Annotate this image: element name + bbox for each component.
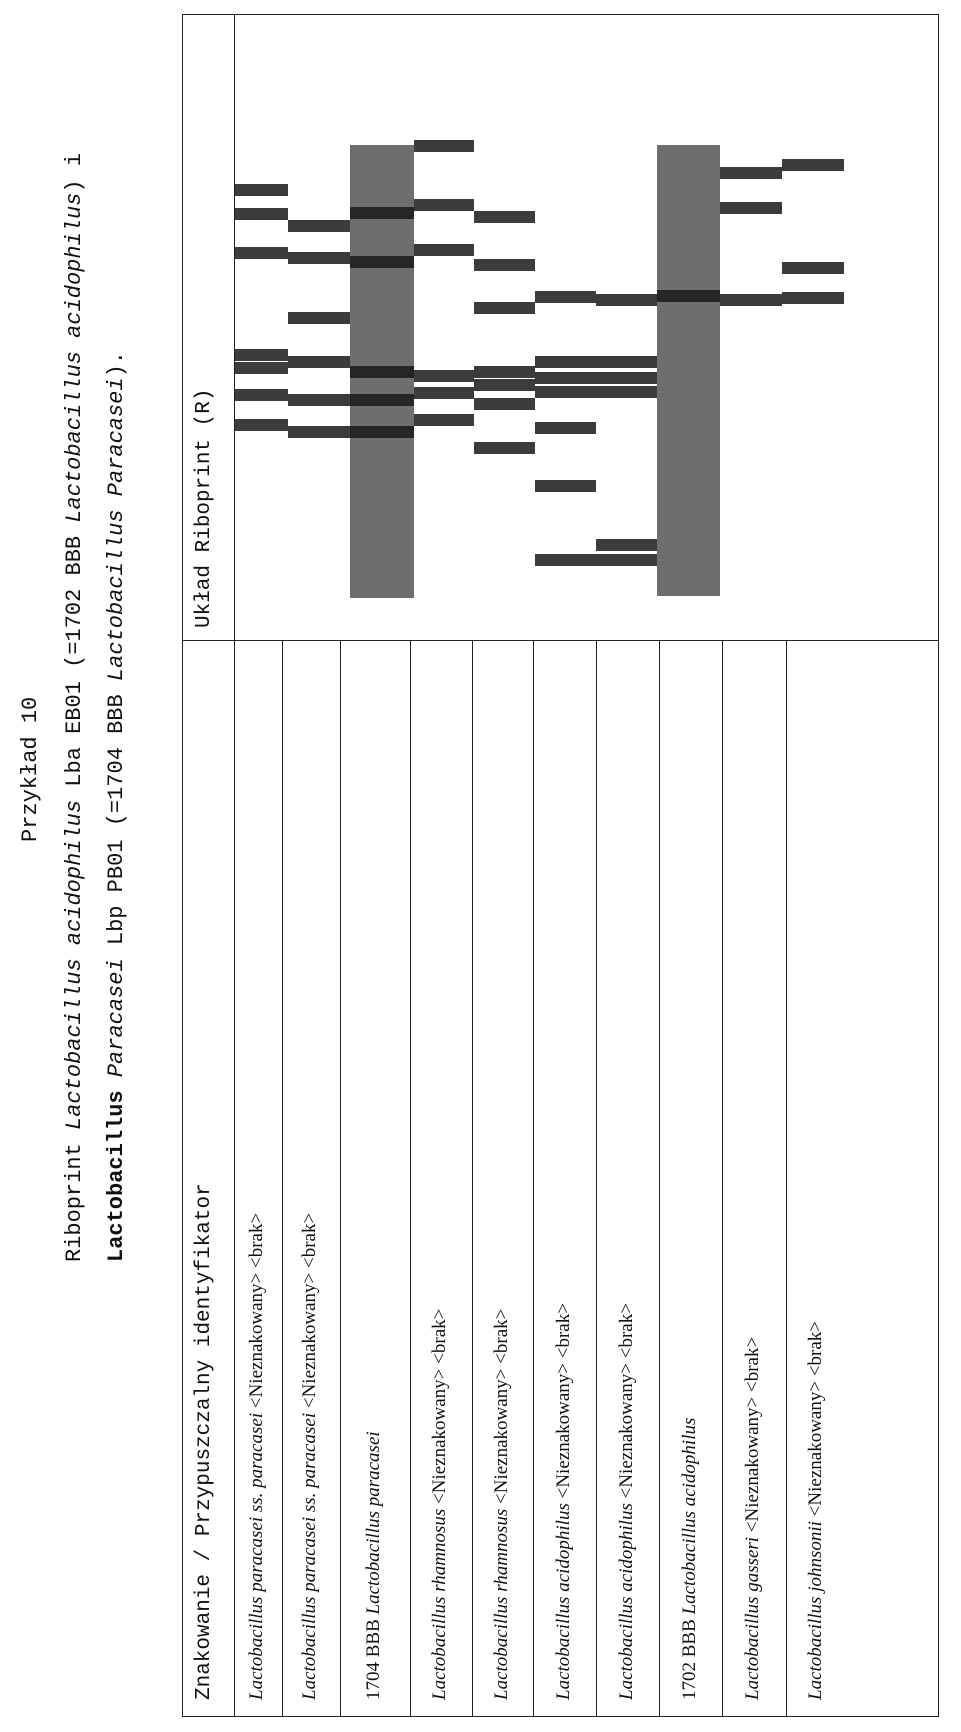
gel-band	[414, 387, 474, 399]
heading-line-1-part: ) i	[62, 152, 87, 193]
gel-band	[234, 349, 288, 361]
row-divider	[722, 640, 723, 1716]
gel-band	[414, 244, 474, 256]
heading-line-2-part: Paracasei	[104, 958, 129, 1091]
gel-band	[535, 422, 596, 434]
gel-band	[657, 290, 720, 302]
gel-band	[596, 386, 657, 398]
gel-band	[596, 539, 657, 551]
heading-line-1-part: Lactobacillus acidophilus	[62, 799, 87, 1130]
gel-band	[350, 256, 414, 268]
row-divider	[533, 640, 534, 1716]
gel-band	[350, 366, 414, 378]
gel-band	[234, 208, 288, 220]
heading-line-2-part: Lactobacillus	[104, 1090, 129, 1262]
gel-band	[234, 419, 288, 431]
gel-band	[596, 294, 657, 306]
riboprint-gel-image	[234, 15, 938, 704]
gel-band	[234, 362, 288, 374]
row-species: Lactobacillus paracasei ss. paracasei	[299, 1412, 320, 1700]
gel-band	[535, 372, 596, 384]
gel-band	[474, 379, 535, 391]
gel-band	[474, 442, 535, 454]
row-species: Lactobacillus paracasei	[363, 1431, 384, 1615]
table-row	[742, 1337, 764, 1700]
gel-band	[350, 207, 414, 219]
col2-header: Układ Riboprint (R)	[193, 388, 216, 628]
gel-lane-smear	[657, 145, 720, 596]
row-suffix: <Nieznakowany> <brak>	[490, 1308, 512, 1509]
row-species: Lactobacillus johnsonii	[805, 1521, 826, 1700]
table-row	[805, 1321, 827, 1700]
gel-band	[720, 294, 782, 306]
gel-band	[535, 356, 596, 368]
gel-band	[288, 356, 350, 368]
gel-band	[535, 291, 596, 303]
heading-line-2-part: Lactobacillus	[104, 509, 129, 682]
row-species: Lactobacillus acidophilus	[678, 1417, 700, 1615]
gel-band	[288, 252, 350, 264]
row-divider	[472, 640, 473, 1716]
gel-band	[474, 211, 535, 223]
row-divider	[410, 640, 411, 1716]
row-prefix: 1704 BBB	[363, 1614, 384, 1700]
gel-band	[414, 414, 474, 426]
row-species: Lactobacillus acidophilus	[552, 1503, 574, 1700]
gel-band	[474, 366, 535, 378]
row-divider	[659, 640, 660, 1716]
gel-band	[782, 159, 844, 171]
heading-line-1-part: Riboprint	[62, 1129, 87, 1262]
table-row	[491, 1309, 513, 1700]
example-label: Przykład 10	[18, 696, 43, 842]
row-divider	[282, 640, 283, 1716]
row-species: Lactobacillus paracasei ss. paracasei	[246, 1412, 267, 1700]
heading-line-2	[104, 351, 129, 1262]
gel-band	[596, 356, 657, 368]
row-suffix: <Nieznakowany> <brak>	[246, 1212, 267, 1413]
gel-band	[782, 262, 844, 274]
table-row	[246, 1213, 268, 1700]
gel-band	[474, 302, 535, 314]
table-row	[679, 1418, 701, 1700]
heading-line-2-part: Paracasei	[104, 377, 129, 510]
table-row	[299, 1213, 321, 1700]
gel-band	[414, 370, 474, 382]
gel-band	[350, 394, 414, 406]
col1-header: Znakowanie / Przypuszczalny identyfikator	[193, 1183, 216, 1700]
row-suffix: <Nieznakowany> <brak>	[805, 1320, 826, 1522]
gel-band	[414, 199, 474, 211]
gel-band	[535, 386, 596, 398]
heading-line-1	[62, 153, 87, 1262]
gel-band	[474, 398, 535, 410]
heading-line-2-part: Lbp PB01 (=1704 BBB	[104, 681, 129, 959]
row-species: Lactobacillus gasseri	[742, 1536, 763, 1700]
row-divider	[340, 640, 341, 1716]
gel-band	[596, 554, 657, 566]
row-suffix: <Nieznakowany> <brak>	[429, 1308, 450, 1509]
gel-band	[288, 426, 350, 438]
row-species: Lactobacillus acidophilus	[615, 1503, 637, 1700]
gel-band	[234, 247, 288, 259]
row-suffix: <Nieznakowany> <brak>	[742, 1336, 763, 1537]
row-suffix: <Nieznakowany> <brak>	[299, 1212, 320, 1413]
gel-band	[234, 389, 288, 401]
row-prefix: 1702 BBB	[678, 1614, 700, 1700]
table-row	[553, 1303, 575, 1700]
gel-band	[234, 184, 288, 196]
heading-line-1-part: Lba EB01 (=1702 BBB	[62, 522, 87, 800]
gel-band	[782, 292, 844, 304]
table-row	[616, 1303, 638, 1700]
table-row	[429, 1309, 451, 1700]
row-species: Lactobacillus rhamnosus	[490, 1508, 512, 1700]
row-divider	[786, 640, 787, 1716]
gel-band	[535, 554, 596, 566]
gel-band	[288, 312, 350, 324]
row-divider	[596, 640, 597, 1716]
gel-band	[720, 202, 782, 214]
table-row	[363, 1431, 385, 1700]
row-species: Lactobacillus rhamnosus	[429, 1508, 450, 1700]
gel-band	[474, 259, 535, 271]
gel-band	[596, 372, 657, 384]
heading-line-1-part: Lactobacillus acidophilus	[62, 192, 87, 523]
gel-band	[535, 480, 596, 492]
row-suffix: <Nieznakowany> <brak>	[615, 1303, 637, 1504]
gel-band	[414, 140, 474, 152]
gel-band	[288, 220, 350, 232]
heading-line-2-part: ).	[104, 351, 129, 378]
gel-band	[350, 426, 414, 438]
row-suffix: <Nieznakowany> <brak>	[552, 1303, 574, 1504]
gel-band	[720, 167, 782, 179]
gel-band	[288, 394, 350, 406]
